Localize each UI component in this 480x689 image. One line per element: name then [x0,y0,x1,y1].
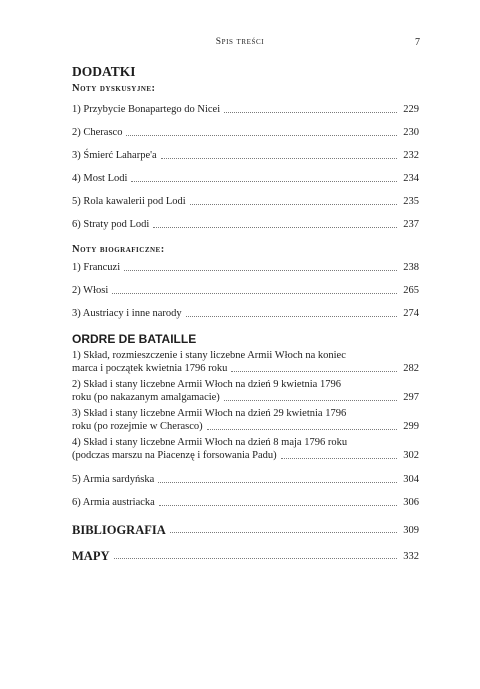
toc-entry[interactable]: 2) Włosi 265 [72,285,419,296]
dot-leader [124,270,397,271]
running-head [0,37,480,49]
ordre-de-bataille-heading: ORDRE DE BATAILLE [72,332,197,346]
dot-leader [153,227,397,228]
dot-leader [224,112,397,113]
dot-leader [114,558,398,559]
noty-dyskusyjne-heading: Noty dyskusyjne: [72,83,156,94]
toc-entry[interactable]: 3) Śmierć Laharpe'a 232 [72,150,419,161]
toc-entry[interactable]: 3) Austriacy i inne narody 274 [72,308,419,319]
toc-entry[interactable]: 5) Rola kawalerii pod Lodi 235 [72,196,419,207]
toc-entry[interactable]: 2) Cherasco 230 [72,127,419,138]
dot-leader [186,316,397,317]
toc-content [72,64,419,563]
toc-entry-bibliografia[interactable]: BIBLIOGRAFIA 309 [72,523,419,537]
toc-entry[interactable]: 1) Przybycie Bonapartego do Nicei 229 [72,104,419,115]
dot-leader [224,400,397,401]
dot-leader [161,158,397,159]
dot-leader [112,293,397,294]
toc-entry-multiline[interactable]: 1) Skład, rozmieszczenie i stany liczebne Armii Włoch na koniec marca i początek kwietnia 1796 roku 282 [72,350,419,374]
running-head-page-number: 7 [415,37,420,48]
dot-leader [190,204,397,205]
toc-entry[interactable]: 1) Francuzi 238 [72,262,419,273]
toc-entry-multiline[interactable]: 3) Skład i stany liczebne Armii Włoch na dzień 29 kwietnia 1796 roku (po rozejmie w Cherasco) 299 [72,408,419,432]
dot-leader [131,181,397,182]
toc-entry[interactable]: 6) Armia austriacka 306 [72,497,419,508]
dot-leader [126,135,397,136]
dot-leader [207,429,397,430]
dot-leader [159,505,397,506]
toc-entry[interactable]: 4) Most Lodi 234 [72,173,419,184]
toc-entry-multiline[interactable]: 2) Skład i stany liczebne Armii Włoch na dzień 9 kwietnia 1796 roku (po nakazanym amalgamacie) 297 [72,379,419,403]
dot-leader [231,371,397,372]
dot-leader [170,532,397,533]
toc-entry[interactable]: 6) Straty pod Lodi 237 [72,219,419,230]
dot-leader [158,482,397,483]
dot-leader [281,458,397,459]
toc-entry-mapy[interactable]: MAPY 332 [72,549,419,563]
toc-entry[interactable]: 5) Armia sardyńska 304 [72,474,419,485]
running-head-title: Spis treści [215,37,265,47]
noty-biograficzne-heading: Noty biograficzne: [72,244,165,255]
toc-entry-multiline[interactable]: 4) Skład i stany liczebne Armii Włoch na dzień 8 maja 1796 roku (podczas marszu na Piacenzę i forsowania Padu) 302 [72,437,419,461]
dodatki-heading: DODATKI [72,64,136,79]
